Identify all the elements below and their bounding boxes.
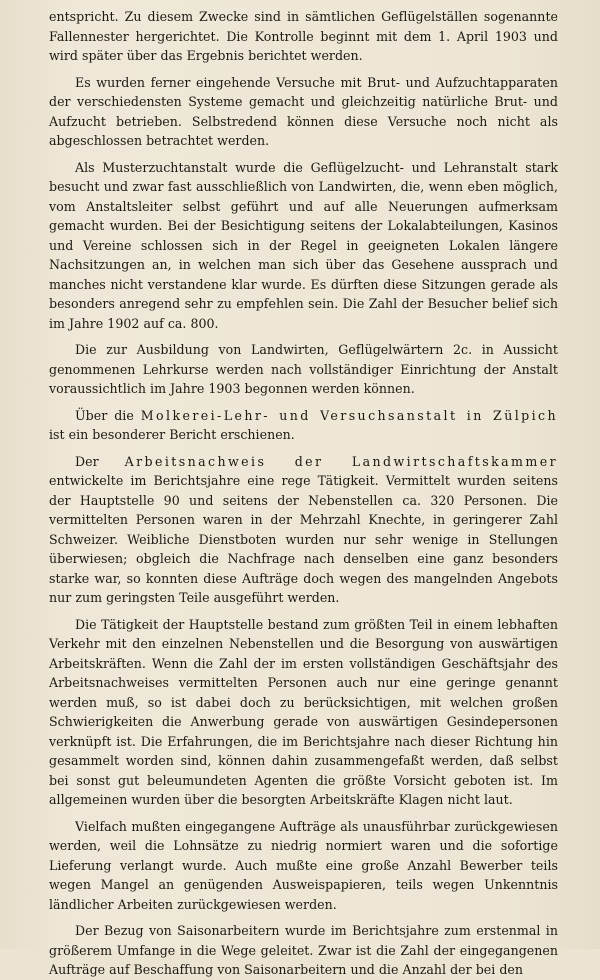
paragraph-6-lead: Der bbox=[75, 453, 125, 469]
paragraph-5-tail: ist ein besonderer Bericht erschienen. bbox=[49, 427, 295, 442]
paragraph-6 bbox=[49, 452, 558, 608]
paragraph-7: Die Tätigkeit der Hauptstelle bestand zum größten Teil in einem lebhaften Verkehr mit den einzelnen Nebenstellen und die Besorgung von auswärtigen Arbeitskräften. Wenn die Zahl der im ersten vollständigen Geschäftsjahr des Arbeitsnachweises vermittelten Personen auch nur eine geringe genannt werden muß, so ist dabei doch zu berücksichtigen, mit welchen großen Schwierigkeiten die Anwerbung gerade von auswärtigen Gesindepersonen verknüpft ist. Die Erfahrungen, die im Berichtsjahre nach dieser Richtung hin gesammelt worden sind, können dahin zusammengefaßt werden, daß selbst bei sonst gut beleumundeten Agenten die größte Vorsicht geboten ist. Im allgemeinen wurden über die besorgten Arbeitskräfte Klagen nicht laut. bbox=[49, 616, 558, 807]
paragraph-6-tail: entwickelte im Berichtsjahre eine rege Tätigkeit. Vermittelt wurden seitens der Hauptstelle 90 und seitens der Nebenstellen ca. 320 Personen. Die vermittelten Personen waren in der Mehrzahl Knechte, in geringerer Zahl Schweizer. Weibliche Dienstboten wurden nur sehr wenige in Stellungen überwiesen; obgleich die Nachfrage nach denselben eine ganz besonders starke war, so konnten diese Aufträge doch wegen des mangelnden Angebots nur zum geringsten Teile ausgeführt werden. bbox=[49, 473, 558, 605]
paragraph-1: entspricht. Zu diesem Zwecke sind in sämtlichen Geflügelställen sogenannte Fallennester hergerichtet. Die Kontrolle beginnt mit dem 1. April 1903 und wird später über das Ergebnis berichtet werden. bbox=[49, 9, 558, 63]
paragraph-2: Es wurden ferner eingehende Versuche mit Brut- und Aufzuchtapparaten der verschiedensten Systeme gemacht und gleichzeitig natürliche Brut- und Aufzucht betrieben. Selbstredend können diese Versuche noch nicht als abgeschlossen betrachtet werden. bbox=[49, 74, 558, 148]
paragraph-5-lead: Über die bbox=[75, 407, 141, 423]
paragraph-5 bbox=[49, 406, 558, 445]
molkerei-heading: Molkerei-Lehr- und Versuchsanstalt in Zülpich bbox=[140, 407, 558, 423]
arbeitsnachweis-heading: Arbeitsnachweis der Landwirtschaftskammer bbox=[124, 453, 558, 469]
paragraph-9: Der Bezug von Saisonarbeitern wurde im Berichtsjahre zum erstenmal in größerem Umfange in die Wege geleitet. Zwar ist die Zahl der eingegangenen Aufträge auf Beschaffung von Saisonarbeitern und die Anzahl der bei den bbox=[49, 923, 558, 977]
paragraph-4: Die zur Ausbildung von Landwirten, Geflügelwärtern 2c. in Aussicht genommenen Lehrkurse werden nach vollständiger Einrichtung der Anstalt voraussichtlich im Jahre 1903 begonnen werden können. bbox=[49, 342, 558, 396]
paragraph-3: Als Musterzuchtanstalt wurde die Geflügelzucht- und Lehranstalt stark besucht und zwar fast ausschließlich von Landwirten, die, wenn eben möglich, vom Anstaltsleiter selbst geführt und auf alle Neuerungen aufmerksam gemacht wurden. Bei der Besichtigung seitens der Lokalabteilungen, Kasinos und Vereine schlossen sich in der Regel in geeigneten Lokalen längere Nachsitzungen an, in welchen man sich über das Gesehene aussprach und manches nicht verstandene klar wurde. Es dürften diese Sitzungen gerade als besonders anregend sehr zu empfehlen sein. Die Zahl der Besucher belief sich im Jahre 1902 auf ca. 800. bbox=[49, 159, 558, 331]
paragraph-8: Vielfach mußten eingegangene Aufträge als unausführbar zurückgewiesen werden, weil die Lohnsätze zu niedrig normiert waren und die sofortige Lieferung verlangt wurde. Auch mußte eine große Anzahl Bewerber teils wegen Mangel an genügenden Ausweispapieren, teils wegen Unkenntnis ländlicher Arbeiten zurückgewiesen werden. bbox=[49, 818, 558, 912]
